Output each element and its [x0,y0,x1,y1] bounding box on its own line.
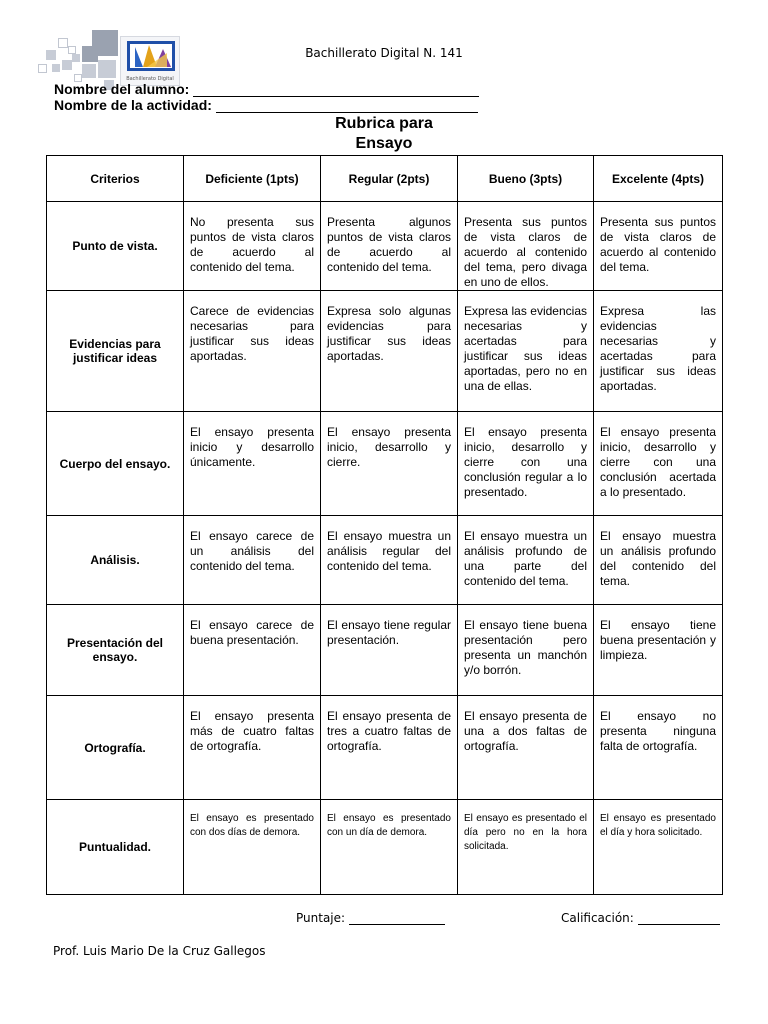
rubric-cell: El ensayo muestra un análisis regular del contenido del tema. [321,516,458,605]
rubric-cell: El ensayo no presenta ninguna falta de ortografía. [594,696,723,800]
rubric-cell: El ensayo es presentado con un día de demora. [321,800,458,895]
rubric-cell: El ensayo muestra un análisis profundo de una parte del contenido del tema. [458,516,594,605]
table-row [47,696,723,800]
header-bueno: Bueno (3pts) [458,156,594,202]
table-row [47,516,723,605]
title-line-2: Ensayo [355,135,413,152]
header-regular: Regular (2pts) [321,156,458,202]
rubric-cell: Carece de evidencias necesarias para justificar sus ideas aportadas. [184,291,321,412]
header-excelente: Excelente (4pts) [594,156,723,202]
table-row [47,605,723,696]
table-row [47,202,723,291]
rubric-cell: El ensayo muestra un análisis profundo del contenido del tema. [594,516,723,605]
rubric-cell: El ensayo carece de un análisis del contenido del tema. [184,516,321,605]
puntaje-label: Puntaje: [296,911,346,925]
table-row [47,291,723,412]
activity-name-label: Nombre de la actividad: [54,97,212,113]
puntaje-field [296,911,445,925]
rubric-cell: No presenta sus puntos de vista claros de acuerdo al contenido del tema. [184,202,321,291]
rubric-table [46,155,723,895]
criterion-cell: Ortografía. [47,696,184,800]
rubric-cell: Expresa las evidencias necesarias y acertadas para justificar sus ideas aportadas. [594,291,723,412]
logo-text: Bachillerato Digital [126,76,174,82]
rubric-cell: El ensayo presenta inicio, desarrollo y cierre. [321,412,458,516]
criterion-cell: Puntualidad. [47,800,184,895]
logo-badge [120,36,180,86]
table-row [47,412,723,516]
criterion-cell: Cuerpo del ensayo. [47,412,184,516]
rubric-cell: Expresa las evidencias necesarias y acertadas para justificar sus ideas aportadas, pero no en una de ellas. [458,291,594,412]
calificacion-field [561,911,720,925]
rubric-cell: El ensayo carece de buena presentación. [184,605,321,696]
activity-name-field [54,97,478,113]
rubric-cell: Expresa solo algunas evidencias para justificar sus ideas aportadas. [321,291,458,412]
rubric-cell: Presenta algunos puntos de vista claros de acuerdo al contenido del tema. [321,202,458,291]
puntaje-blank [349,912,445,925]
page-title [234,114,534,154]
rubric-cell: El ensayo presenta inicio y desarrollo únicamente. [184,412,321,516]
criterion-cell: Análisis. [47,516,184,605]
rubric-cell: El ensayo presenta inicio, desarrollo y cierre con una conclusión acertada a lo presentado. [594,412,723,516]
rubric-cell: El ensayo presenta de una a dos faltas de ortografía. [458,696,594,800]
rubric-cell: Presenta sus puntos de vista claros de acuerdo al contenido del tema, pero divaga en uno de ellos. [458,202,594,291]
rubric-cell: El ensayo es presentado el día y hora solicitado. [594,800,723,895]
student-name-field [54,81,479,97]
criterion-cell: Evidencias para justificar ideas [47,291,184,412]
student-name-blank [193,81,479,97]
title-line-1: Rubrica para [335,115,433,132]
student-name-label: Nombre del alumno: [54,81,190,97]
calificacion-label: Calificación: [561,911,634,925]
professor-name: Prof. Luis Mario De la Cruz Gallegos [53,944,266,958]
activity-name-blank [216,97,478,113]
rubric-cell: Presenta sus puntos de vista claros de acuerdo al contenido del tema. [594,202,723,291]
header-deficiente: Deficiente (1pts) [184,156,321,202]
table-row [47,800,723,895]
rubric-cell: El ensayo tiene buena presentación y limpieza. [594,605,723,696]
school-name: Bachillerato Digital N. 141 [305,46,463,60]
calificacion-blank [638,912,720,925]
rubric-cell: El ensayo es presentado el día pero no en la hora solicitada. [458,800,594,895]
rubric-cell: El ensayo presenta de tres a cuatro faltas de ortografía. [321,696,458,800]
rubric-cell: El ensayo es presentado con dos días de demora. [184,800,321,895]
rubric-cell: El ensayo presenta más de cuatro faltas de ortografía. [184,696,321,800]
rubric-cell: El ensayo tiene regular presentación. [321,605,458,696]
header-criterios: Criterios [47,156,184,202]
header-row [47,156,723,202]
rubric-cell: El ensayo tiene buena presentación pero presenta un manchón y/o borrón. [458,605,594,696]
rubric-cell: El ensayo presenta inicio, desarrollo y cierre con una conclusión regular a lo presentado. [458,412,594,516]
criterion-cell: Presentación del ensayo. [47,605,184,696]
criterion-cell: Punto de vista. [47,202,184,291]
